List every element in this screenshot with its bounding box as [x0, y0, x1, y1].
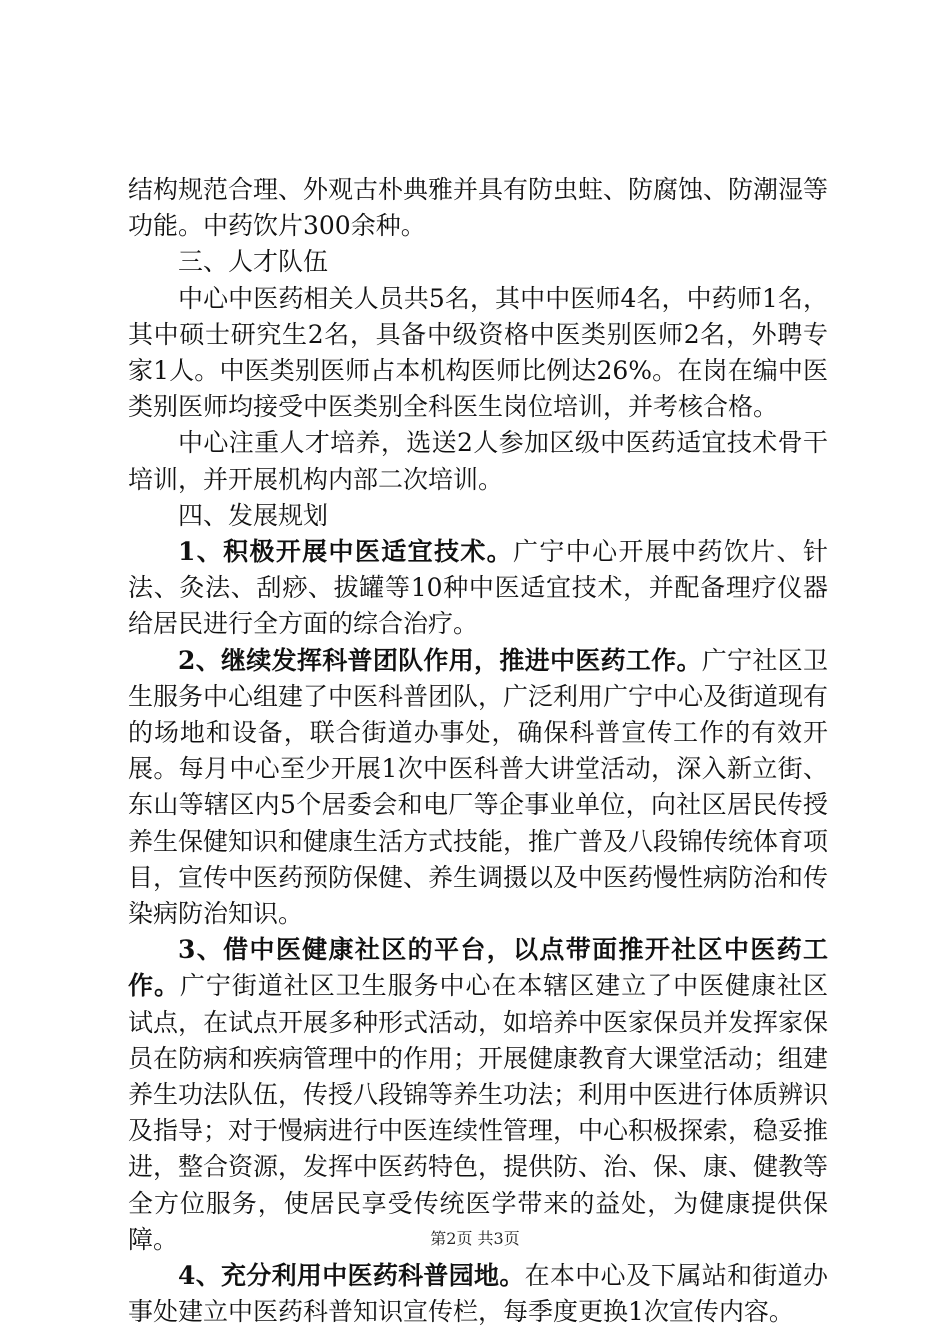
paragraph-lead: 1、积极开展中医适宜技术。: [178, 537, 514, 567]
paragraph-plan-item-4: [128, 1258, 828, 1330]
heading-text: 四、发展规划: [178, 500, 329, 530]
document-body: [128, 172, 828, 1331]
paragraph-lead: 3、借中医健康社区的平台，以点带面推开社区中医药工作。: [128, 935, 828, 1001]
page-number: 第2页 共3页: [430, 1229, 520, 1248]
paragraph-staff: [128, 281, 828, 426]
paragraph-text: 广宁社区卫生服务中心组建了中医科普团队，广泛利用广宁中心及街道现有的场地和设备，联合街道办事处，确保科普宣传工作的有效开展。每月中心至少开展1次中医科普大讲堂活动，深入新立街、东山等辖区内5个居委会和电厂等企事业单位，向社区居民传授养生保健知识和健康生活方式技能，推广普及八段锦传统体育项目，宣传中医药预防保健、养生调摄以及中医药慢性病防治和传染病防治知识。: [128, 645, 829, 929]
paragraph-lead: 2、继续发挥科普团队作用，推进中医药工作。: [178, 645, 702, 675]
section-heading-plan: [128, 498, 828, 534]
paragraph-plan-item-1: [128, 534, 828, 643]
paragraph-text: 结构规范合理、外观古朴典雅并具有防虫蛀、防腐蚀、防潮湿等功能。中药饮片300余种。: [128, 175, 829, 241]
paragraph-text: 广宁街道社区卫生服务中心在本辖区建立了中医健康社区试点，在试点开展多种形式活动，如培养中医家保员并发挥家保员在防病和疾病管理中的作用；开展健康教育大课堂活动；组建养生功法队伍，传授八段锦等养生功法；利用中医进行体质辨识及指导；对于慢病进行中医连续性管理，中心积极探索，稳妥推进，整合资源，发挥中医药特色，提供防、治、保、康、健教等全方位服务，使居民享受传统医学带来的益处，为健康提供保障。: [128, 971, 829, 1254]
paragraph-plan-item-2: [128, 643, 828, 933]
paragraph-training: [128, 425, 828, 497]
paragraph-lead: 4、充分利用中医药科普园地。: [178, 1261, 525, 1291]
section-heading-talent: [128, 244, 828, 280]
heading-text: 三、人才队伍: [178, 247, 329, 277]
paragraph-plan-item-3: [128, 932, 828, 1258]
paragraph-text: 广宁中心开展中药饮片、针法、灸法、刮痧、拔罐等10种中医适宜技术，并配备理疗仪器给居民进行全方面的综合治疗。: [128, 537, 828, 639]
paragraph-continuation: [128, 172, 828, 244]
paragraph-text: 中心注重人才培养，选送2人参加区级中医药适宜技术骨干培训，并开展机构内部二次培训。: [128, 428, 828, 494]
paragraph-text: 中心中医药相关人员共5名，其中中医师4名，中药师1名，其中硕士研究生2名，具备中级资格中医类别医师2名，外聘专家1人。中医类别医师占本机构医师比例达26%。在岗在编中医类别医师均接受中医类别全科医生岗位培训，并考核合格。: [128, 283, 828, 422]
page-footer: [0, 1226, 950, 1249]
paragraph-text: 在本中心及下属站和街道办事处建立中医药科普知识宣传栏，每季度更换1次宣传内容。: [128, 1261, 828, 1327]
